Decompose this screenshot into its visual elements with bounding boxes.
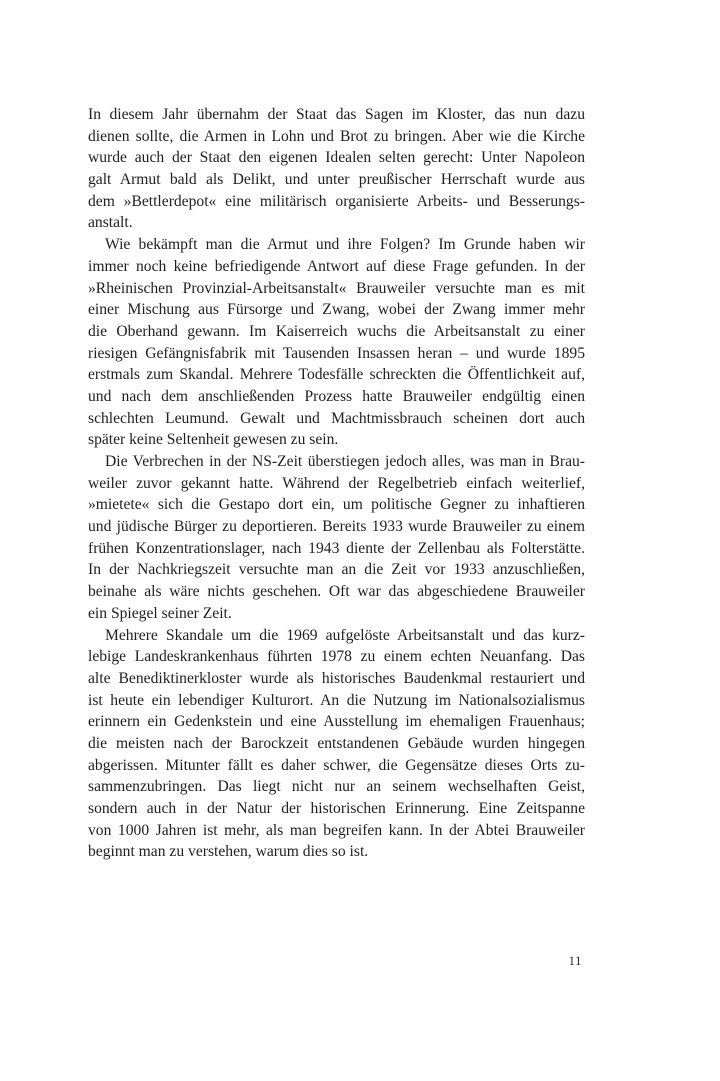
text-line: von 1000 Jahren ist mehr, als man begreifen kann. In der Abtei Brauweiler — [88, 821, 585, 839]
text-line: dienen sollte, die Armen in Lohn und Brot zu bringen. Aber wie die Kirche — [88, 127, 585, 145]
text-line: abgerissen. Mitunter fällt es daher schwer, die Gegensätze dieses Orts zu- — [88, 756, 585, 774]
text-line: und nach dem anschließenden Prozess hatte Brauweiler endgültig einen — [88, 387, 585, 405]
text-line: die Oberhand gewann. Im Kaiserreich wuchs die Arbeitsanstalt zu einer — [88, 322, 585, 340]
text-line: In diesem Jahr übernahm der Staat das Sagen im Kloster, das nun dazu — [88, 106, 585, 123]
body-text — [88, 104, 585, 863]
text-line: wurde auch der Staat den eigenen Idealen selten gerecht: Unter Napoleon — [88, 149, 585, 167]
text-line: »mietete« sich die Gestapo dort ein, um politische Gegner zu inhaftieren — [88, 496, 585, 514]
text-line: sondern auch in der Natur der historischen Erinnerung. Eine Zeitspanne — [88, 800, 585, 817]
text-line: Mehrere Skandale um die 1969 aufgelöste Arbeitsanstalt und das kurz- — [105, 626, 585, 644]
text-line: weiler zuvor gekannt hatte. Während der Regelbetrieb einfach weiterlief, — [88, 474, 585, 492]
text-line: In der Nachkriegszeit versuchte man an die Zeit vor 1933 anzuschließen, — [88, 561, 585, 579]
text-line: galt Armut bald als Delikt, und unter preußischer Herrschaft wurde aus — [88, 171, 585, 189]
text-line: sammenzubringen. Das liegt nicht nur an seinem wechselhaften Geist, — [88, 778, 585, 796]
text-line: riesigen Gefängnisfabrik mit Tausenden Insassen heran – und wurde 1895 — [88, 344, 585, 362]
text-line: dem »Bettlerdepot« eine militärisch organisierte Arbeits- und Besserungs- — [88, 192, 585, 210]
text-line: erstmals zum Skandal. Mehrere Todesfälle schreckten die Öffentlichkeit auf, — [88, 366, 585, 384]
text-line: die meisten nach der Barockzeit entstandenen Gebäude wurden hingegen — [88, 734, 585, 752]
text-line: frühen Konzentrationslager, nach 1943 diente der Zellenbau als Folterstätte. — [88, 539, 585, 557]
text-line: alte Benediktinerkloster wurde als historisches Baudenkmal restauriert und — [88, 669, 585, 687]
text-line: ein Spiegel seiner Zeit. — [88, 604, 232, 622]
text-line: und jüdische Bürger zu deportieren. Bereits 1933 wurde Brauweiler zu einem — [88, 518, 585, 536]
text-line: später keine Seltenheit gewesen zu sein. — [88, 431, 339, 449]
text-line: erinnern ein Gedenkstein und eine Ausstellung im ehemaligen Frauenhaus; — [88, 713, 585, 731]
text-line: immer noch keine befriedigende Antwort auf diese Frage gefunden. In der — [88, 257, 585, 275]
text-line: beinahe als wäre nichts geschehen. Oft war das abgeschiedene Brauweiler — [88, 583, 585, 601]
text-line: beginnt man zu verstehen, warum dies so ist. — [88, 843, 369, 861]
page-number: 11 — [568, 953, 582, 968]
text-line: Wie bekämpft man die Armut und ihre Folgen? Im Grunde haben wir — [105, 236, 585, 254]
text-line: Die Verbrechen in der NS-Zeit überstiegen jedoch alles, was man in Brau- — [105, 453, 585, 470]
text-line: anstalt. — [88, 214, 133, 232]
text-line: »Rheinischen Provinzial-Arbeitsanstalt« Brauweiler versuchte man es mit — [88, 279, 585, 297]
text-line: lebige Landeskrankenhaus führten 1978 zu einem echten Neuanfang. Das — [88, 648, 585, 666]
text-line: schlechten Leumund. Gewalt und Machtmissbrauch scheinen dort auch — [88, 409, 585, 427]
text-line: einer Mischung aus Fürsorge und Zwang, wobei der Zwang immer mehr — [88, 301, 585, 319]
text-line: ist heute ein lebendiger Kulturort. An die Nutzung im Nationalsozialismus — [88, 691, 585, 709]
